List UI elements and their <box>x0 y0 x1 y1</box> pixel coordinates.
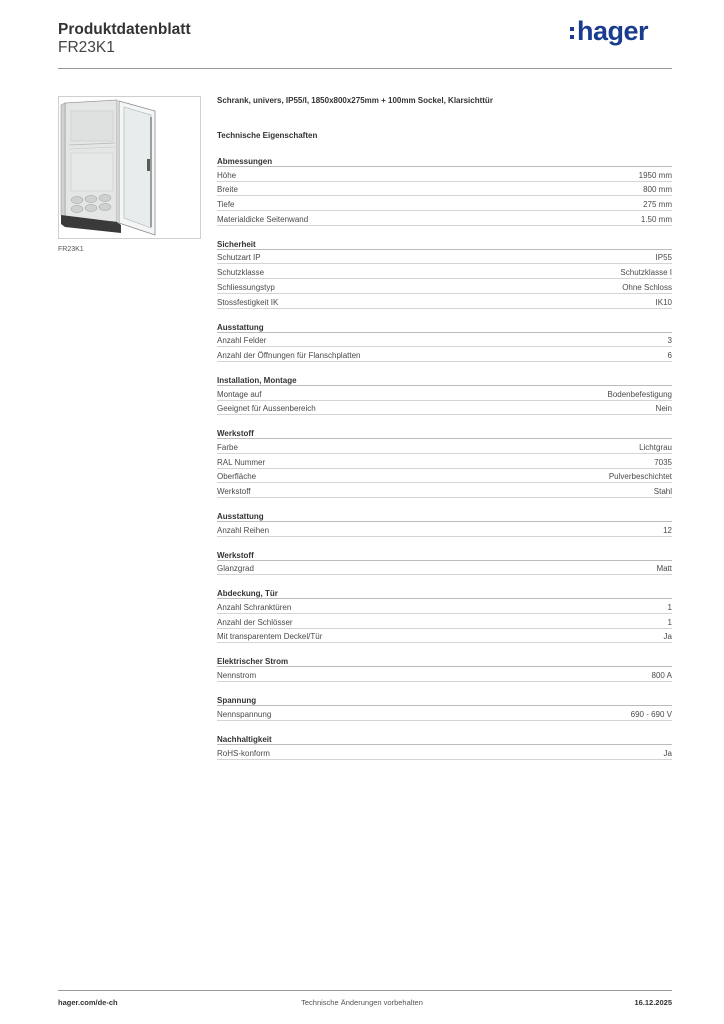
property-name: RoHS-konform <box>217 748 270 758</box>
property-section <box>217 429 672 498</box>
property-row <box>217 294 672 309</box>
section-title: Elektrischer Strom <box>217 657 672 667</box>
section-title: Installation, Montage <box>217 376 672 386</box>
property-name: Tiefe <box>217 200 235 210</box>
property-row <box>217 522 672 537</box>
property-name: Materialdicke Seitenwand <box>217 214 309 224</box>
section-title: Sicherheit <box>217 240 672 250</box>
property-name: Schutzklasse <box>217 268 265 278</box>
property-name: Farbe <box>217 442 238 452</box>
property-row <box>217 469 672 484</box>
property-name: Mit transparentem Deckel/Tür <box>217 632 323 642</box>
property-name: Anzahl der Öffnungen für Flanschplatten <box>217 350 361 360</box>
property-name: Schutzart IP <box>217 253 261 263</box>
header-divider <box>58 68 672 69</box>
section-title: Spannung <box>217 696 672 706</box>
property-row <box>217 483 672 498</box>
property-value: Bodenbefestigung <box>607 389 672 399</box>
property-value: Ja <box>663 748 672 758</box>
section-title: Werkstoff <box>217 551 672 561</box>
property-value: 1 <box>667 617 672 627</box>
property-name: Nennspannung <box>217 709 272 719</box>
property-section <box>217 323 672 362</box>
property-section <box>217 512 672 537</box>
product-image <box>58 96 201 239</box>
article-number: FR23K1 <box>58 39 115 56</box>
property-row <box>217 599 672 614</box>
property-name: Oberfläche <box>217 472 257 482</box>
property-row <box>217 333 672 348</box>
property-section <box>217 696 672 721</box>
property-row <box>217 182 672 197</box>
property-row <box>217 439 672 454</box>
hager-logo <box>570 16 648 46</box>
section-title: Abmessungen <box>217 157 672 167</box>
section-title: Ausstattung <box>217 512 672 522</box>
property-value: IK10 <box>655 297 672 307</box>
property-value: 7035 <box>654 457 672 467</box>
property-row <box>217 745 672 760</box>
property-section <box>217 376 672 415</box>
logo-text: hager <box>577 16 649 46</box>
property-name: Anzahl Schranktüren <box>217 603 292 613</box>
product-description: Schrank, univers, IP55/I, 1850x800x275mm + 100mm Sockel, Klarsichttür <box>217 96 493 105</box>
property-row <box>217 454 672 469</box>
property-row <box>217 386 672 401</box>
property-row <box>217 706 672 721</box>
property-value: 6 <box>667 350 672 360</box>
property-value: Ja <box>663 632 672 642</box>
property-section <box>217 157 672 226</box>
property-value: Matt <box>656 564 672 574</box>
section-title: Nachhaltigkeit <box>217 735 672 745</box>
section-title: Abdeckung, Tür <box>217 589 672 599</box>
document-title: Produktdatenblatt <box>58 21 191 38</box>
property-value: Ohne Schloss <box>622 282 672 292</box>
property-row <box>217 167 672 182</box>
section-title: Werkstoff <box>217 429 672 439</box>
footer-website-link[interactable]: hager.com/de-ch <box>58 998 118 1007</box>
cabinet-illustration-icon <box>59 97 200 238</box>
property-section <box>217 657 672 682</box>
image-caption: FR23K1 <box>58 246 84 253</box>
property-name: Montage auf <box>217 389 262 399</box>
property-row <box>217 211 672 226</box>
footer-divider <box>58 990 672 991</box>
property-name: RAL Nummer <box>217 457 266 467</box>
property-row <box>217 401 672 416</box>
property-section <box>217 240 672 309</box>
property-row <box>217 561 672 576</box>
technical-properties-heading: Technische Eigenschaften <box>217 131 318 140</box>
property-value: 3 <box>667 336 672 346</box>
footer-note: Technische Änderungen vorbehalten <box>301 998 423 1007</box>
property-row <box>217 614 672 629</box>
property-row <box>217 250 672 265</box>
property-value: IP55 <box>655 253 672 263</box>
property-row <box>217 196 672 211</box>
property-name: Höhe <box>217 170 237 180</box>
property-value: Pulverbeschichtet <box>608 472 672 482</box>
property-sections <box>217 157 672 760</box>
property-value: 1.50 mm <box>640 214 672 224</box>
property-name: Anzahl Reihen <box>217 525 270 535</box>
property-name: Anzahl Felder <box>217 336 267 346</box>
property-name: Geeignet für Aussenbereich <box>217 404 316 414</box>
property-value: 690 - 690 V <box>630 709 672 719</box>
property-value: Schutzklasse I <box>620 268 672 278</box>
footer-date: 16.12.2025 <box>634 998 672 1007</box>
property-row <box>217 347 672 362</box>
property-row <box>217 264 672 279</box>
property-row <box>217 629 672 644</box>
property-value: 1950 mm <box>638 170 672 180</box>
property-name: Glanzgrad <box>217 564 254 574</box>
property-row <box>217 667 672 682</box>
property-section <box>217 551 672 576</box>
property-row <box>217 279 672 294</box>
property-name: Stossfestigkeit IK <box>217 297 279 307</box>
property-value: 800 mm <box>643 185 672 195</box>
property-value: Lichtgrau <box>639 442 672 452</box>
property-value: Nein <box>655 404 672 414</box>
property-name: Schliessungstyp <box>217 282 275 292</box>
property-value: 1 <box>667 603 672 613</box>
property-section <box>217 589 672 643</box>
property-value: 275 mm <box>643 200 672 210</box>
property-section <box>217 735 672 760</box>
property-name: Breite <box>217 185 238 195</box>
logo-mark-icon <box>570 27 574 39</box>
property-value: 800 A <box>651 671 672 681</box>
property-value: 12 <box>663 525 672 535</box>
property-value: Stahl <box>653 487 672 496</box>
property-name: Werkstoff <box>217 487 251 496</box>
property-name: Anzahl der Schlösser <box>217 617 293 627</box>
property-name: Nennstrom <box>217 671 257 681</box>
section-title: Ausstattung <box>217 323 672 333</box>
properties-panel <box>217 96 672 760</box>
